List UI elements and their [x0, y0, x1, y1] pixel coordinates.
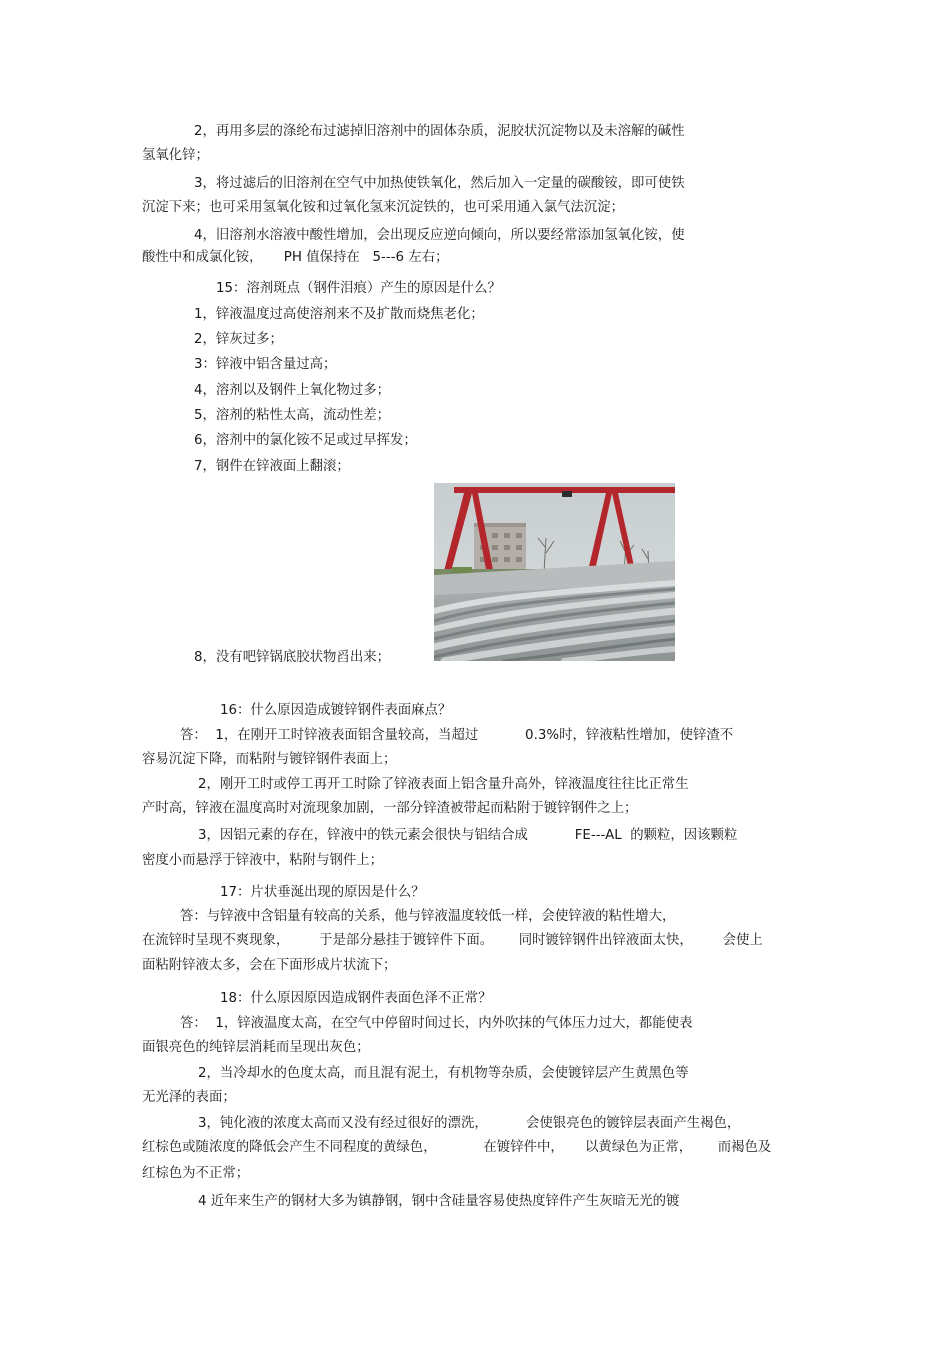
q18-line-7: 红棕色为不正常；: [142, 1166, 250, 1181]
q16-line-1: 答： 1，在刚开工时锌液表面铝含量较高，当超过 0.3%时，锌液粘性增加，使锌渣不: [180, 728, 734, 743]
q16-line-6: 密度小而悬浮于锌液中，粘附与钢件上；: [142, 853, 384, 868]
para-2-line-1: 2，再用多层的涤纶布过滤掉旧溶剂中的固体杂质，泥胶状沉淀物以及未溶解的碱性: [194, 124, 685, 139]
q17-line-2: 在流锌时呈现不爽现象， 于是部分悬挂于镀锌件下面。 同时镀锌钢件出锌液面太快， 会使上: [142, 933, 763, 948]
q16-line-2: 容易沉淀下降，而粘附与镀锌钢件表面上；: [142, 752, 397, 767]
q15-item-8: 8，没有吧锌锅底胶状物舀出来；: [194, 650, 390, 665]
q15-item-3: 3：锌液中铝含量过高；: [194, 357, 337, 372]
para-3-line-1: 3，将过滤后的旧溶剂在空气中加热使铁氧化，然后加入一定量的碳酸铵，即可使铁: [194, 176, 685, 191]
q17-line-3: 面粘附锌液太多，会在下面形成片状流下；: [142, 958, 397, 973]
q18-line-4: 无光泽的表面；: [142, 1090, 236, 1105]
question-15-title: 15：溶剂斑点（钢件泪痕）产生的原因是什么？: [216, 281, 501, 296]
q18-line-8: 4 近年来生产的钢材大多为镇静钢，钢中含硅量容易使热度锌件产生灰暗无光的镀: [198, 1194, 680, 1209]
q18-line-3: 2，当冷却水的色度太高，而且混有泥土，有机物等杂质，会使镀锌层产生黄黑色等: [198, 1066, 689, 1081]
q18-line-1: 答： 1，锌液温度太高，在空气中停留时间过长，内外吹抹的气体压力过大，都能使表: [180, 1016, 693, 1031]
question-16-title: 16：什么原因造成镀锌钢件表面麻点？: [220, 703, 452, 718]
q16-line-5: 3，因铝元素的存在，锌液中的铁元素会很快与铝结合成 FE---AL 的颗粒，因该颗粒: [198, 828, 738, 843]
q15-item-5: 5，溶剂的粘性太高，流动性差；: [194, 408, 390, 423]
q15-item-7: 7，钢件在锌液面上翻滚；: [194, 459, 350, 474]
q18-line-6: 红棕色或随浓度的降低会产生不同程度的黄绿色， 在镀锌件中， 以黄绿色为正常， 而褐色及: [142, 1140, 772, 1155]
q18-line-5: 3，钝化液的浓度太高而又没有经过很好的漂洗， 会使银亮色的镀锌层表面产生褐色，: [198, 1116, 741, 1131]
para-4-line-2: 酸性中和成氯化铵， PH 值保持在 5---6 左右；: [142, 250, 449, 265]
para-2-line-2: 氢氧化锌；: [142, 148, 209, 163]
q15-item-2: 2，锌灰过多；: [194, 332, 283, 347]
q18-line-2: 面银亮色的纯锌层消耗而呈现出灰色；: [142, 1040, 370, 1055]
q15-item-4: 4，溶剂以及钢件上氧化物过多；: [194, 383, 390, 398]
guardrail-crane-photo: [434, 483, 675, 661]
q17-line-1: 答：与锌液中含铝量有较高的关系，他与锌液温度较低一样，会使锌液的粘性增大，: [180, 909, 676, 924]
q15-item-1: 1，锌液温度过高使溶剂来不及扩散而烧焦老化；: [194, 307, 484, 322]
para-3-line-2: 沉淀下来；也可采用氢氧化铵和过氧化氢来沉淀铁的，也可采用通入氯气法沉淀；: [142, 200, 625, 215]
photo-image: [434, 483, 675, 661]
question-18-title: 18：什么原因原因造成钢件表面色泽不正常？: [220, 991, 492, 1006]
question-17-title: 17：片状垂涎出现的原因是什么？: [220, 885, 425, 900]
q16-line-4: 产时高，锌液在温度高时对流现象加剧，一部分锌渣被带起而粘附于镀锌钢件之上；: [142, 801, 638, 816]
q15-item-6: 6，溶剂中的氯化铵不足或过早挥发；: [194, 433, 417, 448]
para-4-line-1: 4，旧溶剂水溶液中酸性增加，会出现反应逆向倾向，所以要经常添加氢氧化铵，使: [194, 228, 685, 243]
q16-line-3: 2，刚开工时或停工再开工时除了锌液表面上铝含量升高外，锌液温度往往比正常生: [198, 777, 689, 792]
